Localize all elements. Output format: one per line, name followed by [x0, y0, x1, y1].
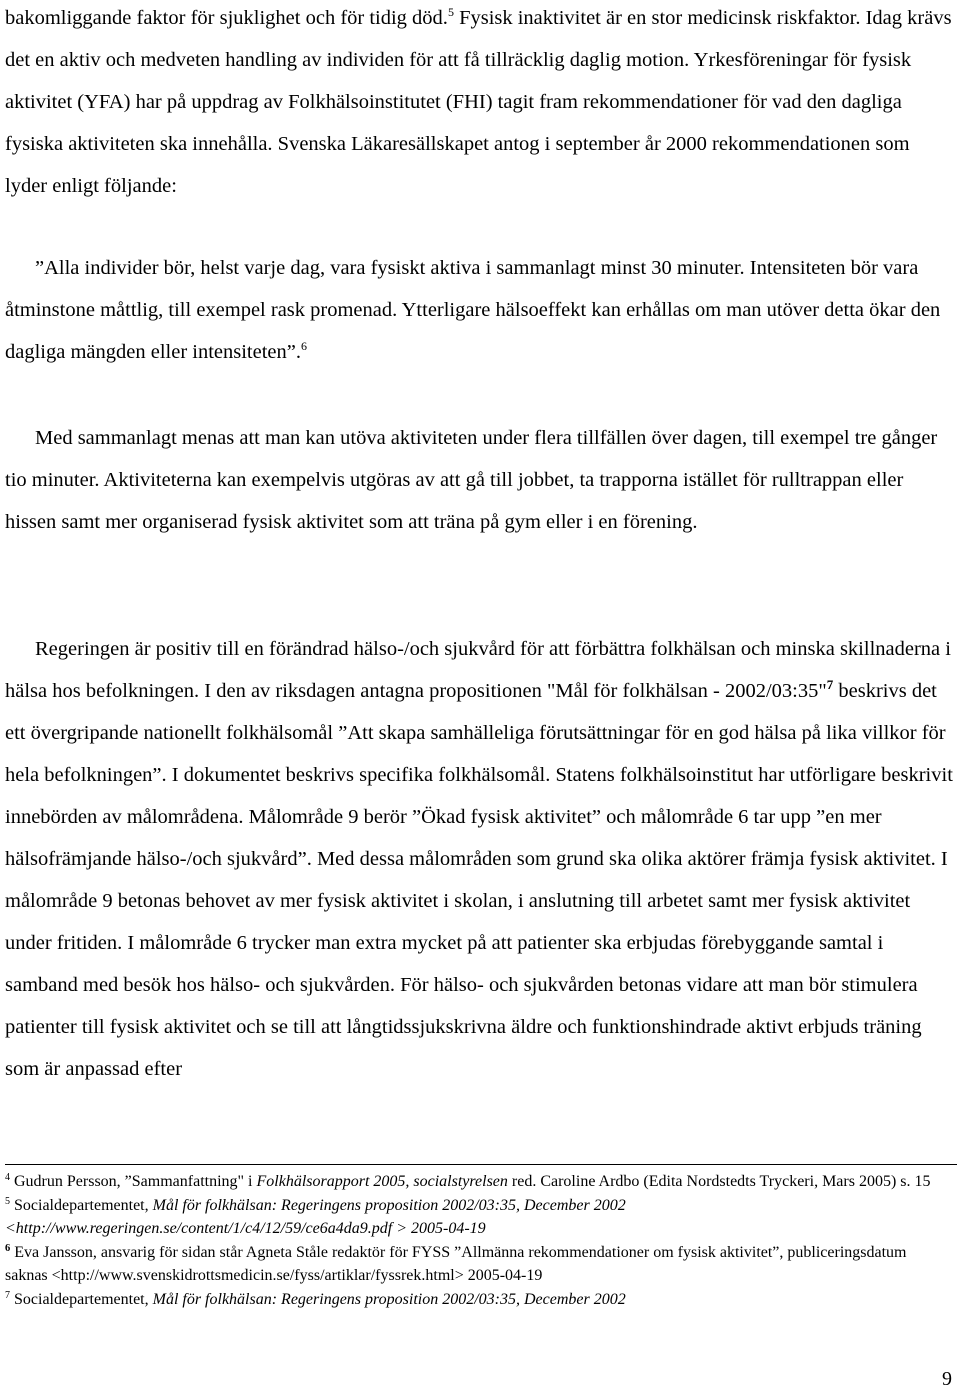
paragraph-1 [5, 0, 953, 207]
footnote-text[interactable]: Eva Jansson, ansvarig för sidan står Agneta Ståle redaktör för FYSS ”Allmänna rekommendationer om fysisk aktivitet”, publiceringsdatum saknas <http://www.svenskidrottsmedicin.se/fyss/artiklar/fyssrek.html> 2005-04-19 [5, 1243, 907, 1285]
paragraph-4 [5, 628, 953, 1090]
footnote-separator [5, 1164, 957, 1165]
quote-paragraph [5, 247, 953, 373]
quote-text: ”Alla individer bör, helst varje dag, vara fysiskt aktiva i sammanlagt minst 30 minuter. Intensiteten bör vara åtminstone måttlig, till exempel rask promenad. Ytterligare hälsoeffekt kan erhållas om man utöver detta ökar den dagliga mängden eller intensiteten”. [5, 257, 941, 363]
page-number: 9 [942, 1368, 952, 1390]
paragraph-4-text-b: beskrivs det ett övergripande nationellt folkhälsomål ”Att skapa samhälleliga förutsättningar för en god hälsa på lika villkor för hela befolkningen”. I dokumentet beskrivs specifika folkhälsomål. Statens folkhälsoinstitut har utförligare beskrivit innebörden av målområdena. Målområde 9 berör ”Ökad fysisk aktivitet” och målområde 6 tar upp ”en mer hälsofrämjande hälso-/och sjukvård”. Med dessa målområden som grund ska olika aktörer främja fysisk aktivitet. I målområde 9 betonas behovet av mer fysisk aktivitet i skolan, i anslutning till arbetet samt mer fysisk aktivitet under fritiden. I målområde 6 trycker man extra mycket på att patienter ska erbjudas förebyggande samtal i samband med besök hos hälso- och sjukvården. För hälso- och sjukvården betonas vidare att man bör stimulera patienter till fysisk aktivitet och se till att långtidssjukskrivna äldre och funktionshindrade aktivt erbjuds träning som är anpassad efter [5, 680, 953, 1080]
paragraph-1-text-b: Fysisk inaktivitet är en stor medicinsk riskfaktor. Idag krävs det en aktiv och medveten handling av individen för att få tillräcklig daglig motion. Yrkesföreningar för fysisk aktivitet (YFA) har på uppdrag av Folkhälsoinstitutet (FHI) tagit fram rekommendationer för vad den dagliga fysiska aktiviteten ska innehålla. Svenska Läkaresällskapet antog i september år 2000 rekommendationen som lyder enligt följande: [5, 7, 952, 197]
footnotes [5, 1170, 953, 1312]
footnote-4 [5, 1170, 953, 1194]
footnote-title: Folkhälsorapport 2005, socialstyrelsen [256, 1173, 508, 1190]
footnote-text: Gudrun Persson, ”Sammanfattning" i [10, 1173, 257, 1190]
footnote-number: 6 [5, 1242, 11, 1254]
footnote-ref-6[interactable]: 6 [301, 339, 307, 353]
footnote-number: 5 [5, 1195, 10, 1207]
footnote-5 [5, 1194, 953, 1241]
footnote-ref-5[interactable]: 5 [447, 5, 454, 19]
paragraph-4-text-a: Regeringen är positiv till en förändrad hälso-/och sjukvård för att förbättra folkhälsan och minska skillnaderna i hälsa hos befolkningen. I den av riksdagen antagna propositionen "Mål för folkhälsan - 2002/03:35" [5, 638, 951, 702]
footnote-ref-7[interactable]: 7 [826, 677, 834, 692]
footnote-number: 7 [5, 1289, 10, 1301]
footnote-7 [5, 1288, 953, 1312]
footnote-text: Socialdepartementet, [10, 1290, 153, 1308]
footnote-6 [5, 1241, 953, 1288]
footnote-title[interactable]: Mål för folkhälsan: Regeringens proposition 2002/03:35, December 2002 <http://www.regeringen.se/content/1/c4/12/59/ce6a4da9.pdf > 2005-04-19 [5, 1196, 626, 1238]
paragraph-3: Med sammanlagt menas att man kan utöva aktiviteten under flera tillfällen över dagen, till exempel tre gånger tio minuter. Aktiviteterna kan exempelvis utgöras av att gå till jobbet, ta trapporna istället för rulltrappan eller hissen samt mer organiserad fysisk aktivitet som att träna på gym eller i en förening. [5, 427, 938, 533]
footnote-text: red. Caroline Ardbo (Edita Nordstedts Tryckeri, Mars 2005) s. 15 [507, 1173, 931, 1190]
footnote-number: 4 [5, 1172, 10, 1183]
footnote-text: Socialdepartementet, [10, 1196, 153, 1214]
paragraph-1-text-a: bakomliggande faktor för sjuklighet och för tidig död. [5, 7, 448, 29]
footnote-title: Mål för folkhälsan: Regeringens proposition 2002/03:35, December 2002 [152, 1290, 626, 1308]
